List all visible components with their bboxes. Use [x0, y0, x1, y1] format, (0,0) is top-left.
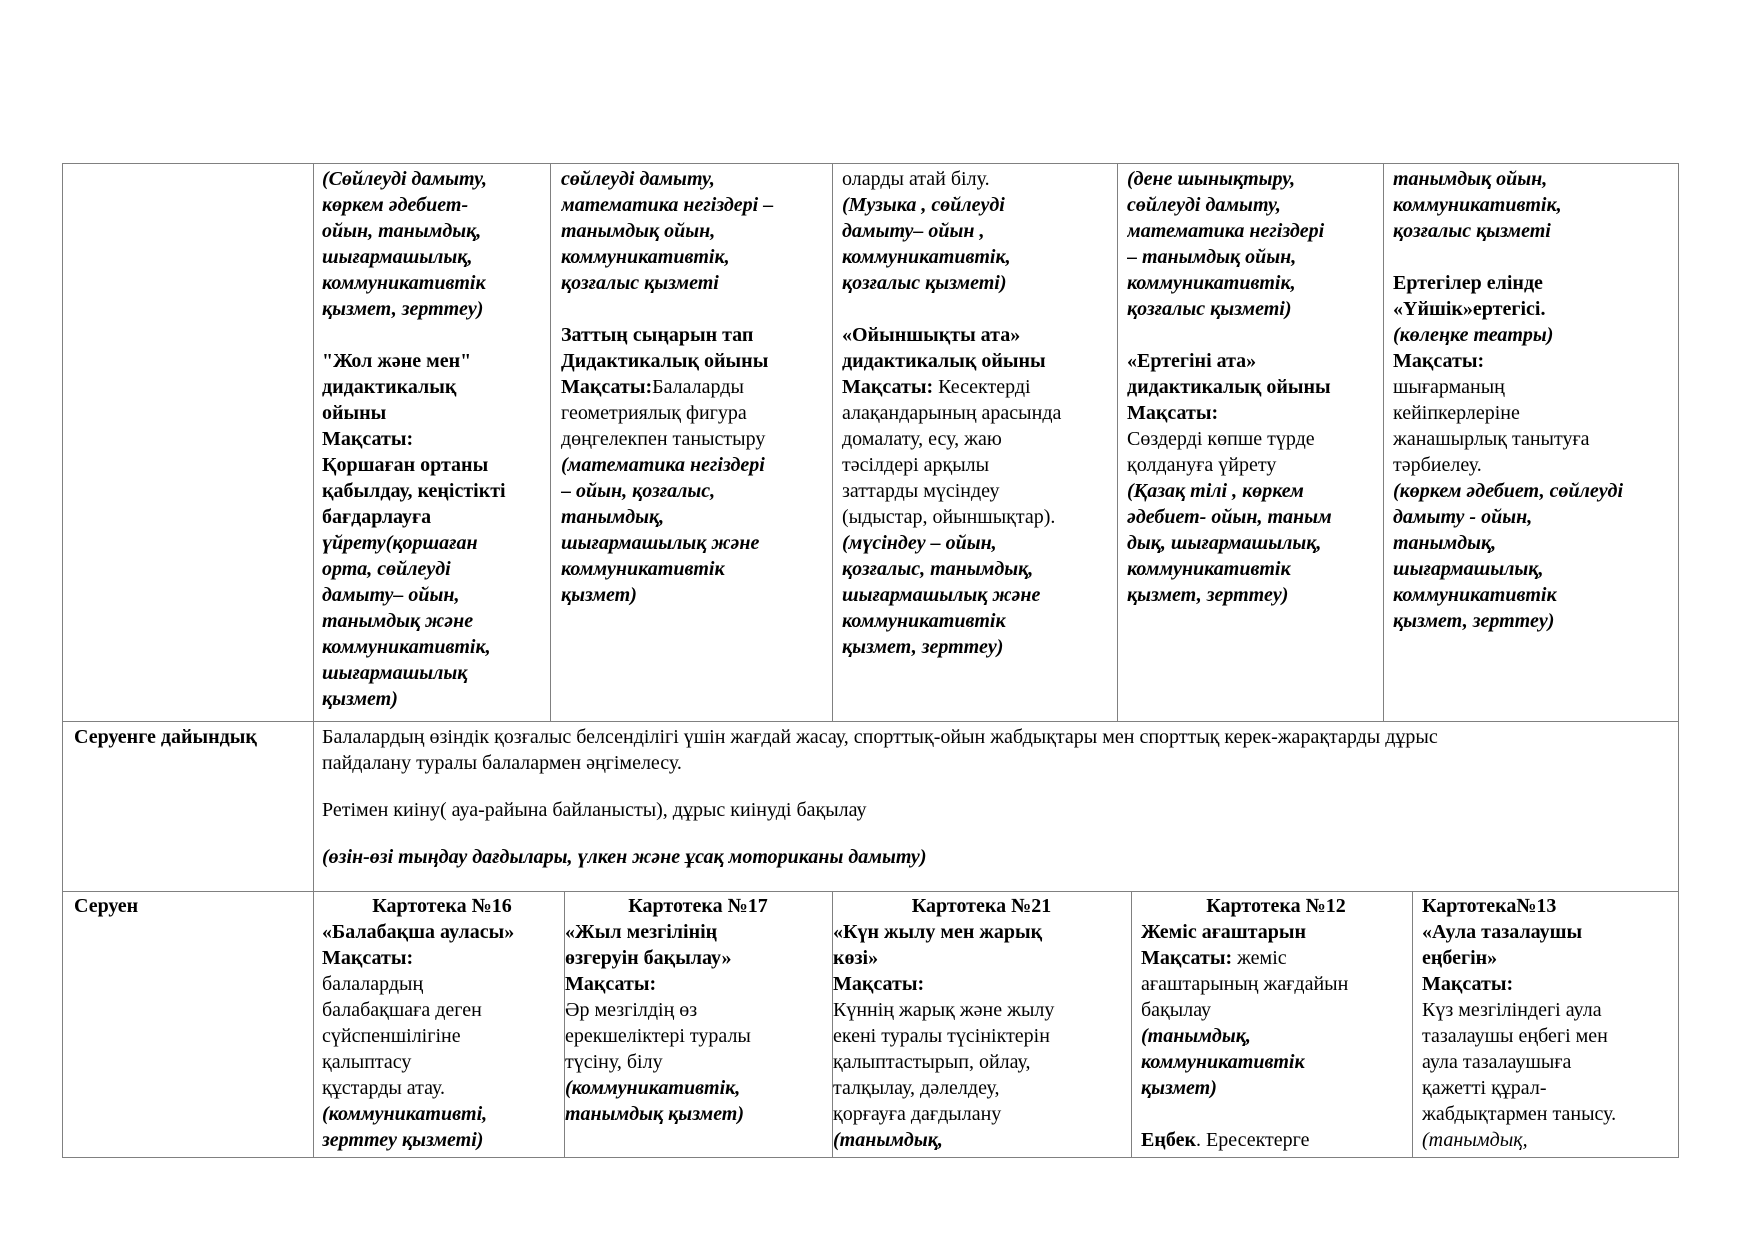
walk-prep-paragraph-3: (өзін-өзі тыңдау дағдылары, үлкен және ұсақ моториканы дамыту)	[322, 846, 927, 868]
cell-text-line: «Ертегіні ата»	[1127, 350, 1257, 372]
cell-text-line: математика негіздері –	[561, 194, 774, 216]
cell-text-line: «Күн жылу мен жарық	[833, 921, 1043, 943]
column-divider	[832, 163, 833, 721]
column-divider	[1131, 891, 1132, 1157]
cell-text-line: дидактикалық ойыны	[842, 350, 1046, 372]
cell-text-line: Мақсаты:	[322, 428, 414, 450]
cell-text-line: қызмет, зерттеу)	[1393, 610, 1555, 632]
cell-text-line: коммуникативтік	[322, 272, 486, 294]
cell-text-line: коммуникативтік,	[842, 246, 1011, 268]
cell-text-line: дидактикалық	[322, 376, 457, 398]
cell-text-line: екені туралы түсініктерін	[833, 1025, 1050, 1047]
walk-prep-paragraph-1-line-1: Балалардың өзіндік қозғалыс белсенділігі үшін жағдай жасау, спорттық-ойын жабдықтары мен спорттық керек-жарақтарды дұрыс	[322, 726, 1438, 748]
cell-text-line: Картотека №16	[372, 895, 512, 917]
cell-text-line: дық, шығармашылық,	[1127, 532, 1322, 554]
cell-text-line: сүйспеншілігіне	[322, 1025, 461, 1047]
cell-text-line: көзі»	[833, 947, 879, 969]
cell-text-line: оларды атай білу.	[842, 168, 990, 190]
cell-text-line: шығармашылық,	[1393, 558, 1544, 580]
cell-text-line: «Балабақша ауласы»	[322, 921, 515, 943]
cell-text-line: танымдық,	[561, 506, 665, 528]
cell-text-line: Дидактикалық ойыны	[561, 350, 769, 372]
cell-text-line: Қоршаған ортаны	[322, 454, 489, 476]
cell-text-line	[1141, 1101, 1411, 1127]
cell-text-line: тазалаушы еңбегі мен	[1422, 1025, 1608, 1047]
cell-text-line	[842, 374, 1116, 400]
activity-cell-1	[322, 166, 548, 718]
cell-text-plain-part: Балаларды	[652, 376, 744, 398]
cell-text-line: құстарды атау.	[322, 1077, 446, 1099]
cell-text-plain-part: . Ересектерге	[1196, 1129, 1310, 1151]
cell-text-line: шығармашылық және	[561, 532, 760, 554]
activity-cell-3	[842, 166, 1116, 718]
cell-text-line: «Ойыншықты ата»	[842, 324, 1021, 346]
cell-text-line: қозғалыс қызметі	[1393, 220, 1551, 242]
cell-text-line: қызмет)	[322, 688, 398, 710]
table-border-top	[62, 163, 1679, 164]
cell-text-line: қызмет, зерттеу)	[322, 298, 484, 320]
cell-text-line: қалыптасу	[322, 1051, 412, 1073]
cell-text-line: коммуникативтік	[1393, 584, 1557, 606]
cell-text-line: орта, сөйлеуді	[322, 558, 451, 580]
cell-text-line: балалардың	[322, 973, 424, 995]
cell-text-line: (көлеңке театры)	[1393, 324, 1554, 346]
cell-text-line: үйрету(қоршаған	[322, 532, 478, 554]
walk-prep-paragraph-2: Ретімен киіну( ауа-райына байланысты), дұрыс киінуді бақылау	[322, 799, 867, 821]
activity-cell-2	[561, 166, 831, 718]
cell-text-line: коммуникативтік	[561, 558, 725, 580]
cell-text-line: дөңгелекпен таныстыру	[561, 428, 766, 450]
cell-text-line: қабылдау, кеңістікті	[322, 480, 506, 502]
cell-text-line: тәсілдері арқылы	[842, 454, 990, 476]
cell-text-line: дамыту– ойын,	[322, 584, 460, 606]
cell-text-line: қызмет, зерттеу)	[842, 636, 1004, 658]
cell-text-line: (математика негіздері	[561, 454, 765, 476]
walk-cell-3	[833, 893, 1130, 1156]
walk-cell-5	[1422, 893, 1677, 1156]
cell-text-line	[1141, 1127, 1411, 1153]
cell-text-line: Әр мезгілдің өз	[565, 999, 698, 1021]
walk-cell-1	[322, 893, 562, 1156]
cell-text-line: қызмет, зерттеу)	[1127, 584, 1289, 606]
cell-text-line: Жеміс ағаштарын	[1141, 921, 1306, 943]
cell-text-line: "Жол және мен"	[322, 350, 472, 372]
cell-text-line: көркем әдебиет-	[322, 194, 469, 216]
cell-text-line: сөйлеуді дамыту,	[1127, 194, 1281, 216]
cell-text-line: ойыны	[322, 402, 387, 424]
cell-text-line: танымдық қызмет)	[565, 1103, 745, 1125]
table-border-left	[62, 163, 63, 1158]
cell-text-line: коммуникативтік	[842, 610, 1006, 632]
cell-text-bold-part: Мақсаты:	[842, 376, 934, 398]
cell-text-line	[561, 296, 831, 322]
cell-text-line	[1393, 244, 1677, 270]
cell-text-line: Мақсаты:	[833, 973, 925, 995]
table-border-right	[1678, 163, 1679, 1158]
cell-text-line: «Аула тазалаушы	[1422, 921, 1583, 943]
cell-text-line	[1141, 945, 1411, 971]
cell-text-line: дамыту - ойын,	[1393, 506, 1533, 528]
cell-text-line: қажетті құрал-	[1422, 1077, 1547, 1099]
cell-text-line: әдебиет- ойын, таным	[1127, 506, 1332, 528]
cell-text-line	[561, 374, 831, 400]
cell-text-line: коммуникативтік	[1141, 1051, 1305, 1073]
column-divider	[550, 163, 551, 721]
cell-text-line: Мақсаты:	[1422, 973, 1514, 995]
cell-text-line: домалату, есу, жаю	[842, 428, 1002, 450]
activity-cell-5	[1393, 166, 1677, 718]
cell-text-line: зерттеу қызметі)	[322, 1129, 484, 1151]
cell-text-line: қозғалыс, танымдық,	[842, 558, 1034, 580]
cell-text-line: Мақсаты:	[565, 973, 657, 995]
cell-text-bold-part: Мақсаты:	[1141, 947, 1233, 969]
row-label-walk-prep: Серуенге дайындық	[74, 726, 257, 748]
cell-text-line: танымдық және	[322, 610, 474, 632]
cell-text-line: коммуникативтік,	[561, 246, 730, 268]
cell-text-line: түсіну, білу	[565, 1051, 663, 1073]
cell-text-line: (Сөйлеуді дамыту,	[322, 168, 487, 190]
cell-text-plain-part: Кесектерді	[933, 376, 1031, 398]
cell-text-line: танымдық ойын,	[561, 220, 716, 242]
activity-cell-4	[1127, 166, 1382, 718]
cell-text-line: дамыту– ойын ,	[842, 220, 985, 242]
cell-text-line: балабақшаға деген	[322, 999, 482, 1021]
row-label-walk: Серуен	[74, 895, 139, 917]
cell-text-line: Картотека №21	[911, 895, 1052, 917]
cell-text-line: кейіпкерлеріне	[1393, 402, 1520, 424]
table-border-bottom	[62, 1157, 1679, 1158]
cell-text-line: бақылау	[1141, 999, 1212, 1021]
cell-text-line: коммуникативтік,	[322, 636, 491, 658]
cell-text-line: шығармашылық,	[322, 246, 473, 268]
cell-text-line: Картотека№13	[1422, 895, 1557, 917]
column-divider	[1383, 163, 1384, 721]
column-divider-label	[313, 163, 314, 1158]
cell-text-line: заттарды мүсіндеу	[842, 480, 1000, 502]
cell-text-bold-part: Еңбек	[1141, 1129, 1196, 1151]
cell-text-line: қолдануға үйрету	[1127, 454, 1277, 476]
cell-text-line	[322, 322, 548, 348]
cell-text-line: тәрбиелеу.	[1393, 454, 1482, 476]
cell-text-line	[1127, 322, 1382, 348]
cell-text-line: Мақсаты:	[1127, 402, 1219, 424]
cell-text-line: ерекшеліктері туралы	[565, 1025, 751, 1047]
cell-text-line: өзгеруін бақылау»	[565, 947, 732, 969]
cell-text-line: (танымдық,	[1141, 1025, 1251, 1047]
cell-text-line: Картотека №12	[1206, 895, 1346, 917]
cell-text-line: қозғалыс қызметі)	[1127, 298, 1292, 320]
cell-text-line: талқылау, дәлелдеу,	[833, 1077, 1000, 1099]
column-divider	[1412, 891, 1413, 1157]
cell-text-line: дидактикалық ойыны	[1127, 376, 1331, 398]
cell-text-line: қозғалыс қызметі)	[842, 272, 1007, 294]
cell-text-line: (коммуникативтік,	[565, 1077, 741, 1099]
cell-text-line: танымдық ойын,	[1393, 168, 1548, 190]
cell-text-line: (танымдық,	[833, 1129, 943, 1151]
cell-text-line: (ыдыстар, ойыншықтар).	[842, 506, 1056, 528]
cell-text-line: коммуникативтік,	[1127, 272, 1296, 294]
cell-text-line: – танымдық ойын,	[1127, 246, 1297, 268]
cell-text-line: ағаштарының жағдайын	[1141, 973, 1349, 995]
cell-text-line: «Үйшік»ертегісі.	[1393, 298, 1546, 320]
cell-text-line: шығармашылық және	[842, 584, 1041, 606]
cell-text-line: Күз мезгіліндегі аула	[1422, 999, 1602, 1021]
cell-text-line: (танымдық,	[1422, 1129, 1528, 1151]
cell-text-line: Картотека №17	[628, 895, 768, 917]
cell-text-line: «Жыл мезгілінің	[565, 921, 718, 943]
cell-text-line: ойын, танымдық,	[322, 220, 482, 242]
walk-cell-4	[1141, 893, 1411, 1156]
cell-text-line: геометриялық фигура	[561, 402, 747, 424]
cell-text-line: алақандарының арасында	[842, 402, 1062, 424]
column-divider	[1117, 163, 1118, 721]
cell-text-line: танымдық,	[1393, 532, 1497, 554]
cell-text-line: жабдықтармен танысу.	[1422, 1103, 1617, 1125]
cell-text-line: Мақсаты:	[322, 947, 414, 969]
cell-text-line: (мүсіндеу – ойын,	[842, 532, 997, 554]
cell-text-line: сөйлеуді дамыту,	[561, 168, 715, 190]
cell-text-line: қызмет)	[1141, 1077, 1217, 1099]
cell-text-line: еңбегін»	[1422, 947, 1498, 969]
cell-text-line	[842, 296, 1116, 322]
cell-text-line: шығарманың	[1393, 376, 1505, 398]
cell-text-line: (Қазақ тілі , көркем	[1127, 480, 1304, 502]
cell-text-line: бағдарлауға	[322, 506, 432, 528]
cell-text-line: коммуникативтік,	[1393, 194, 1562, 216]
cell-text-line: (Музыка , сөйлеуді	[842, 194, 1005, 216]
table-border-row2	[62, 891, 1679, 892]
cell-text-line: (дене шынықтыру,	[1127, 168, 1296, 190]
cell-text-line: коммуникативтік	[1127, 558, 1291, 580]
walk-cell-2	[565, 893, 831, 1156]
cell-text-line: жанашырлық танытуға	[1393, 428, 1590, 450]
cell-text-line: қорғауға дағдылану	[833, 1103, 1002, 1125]
cell-text-line: Заттың сыңарын тап	[561, 324, 754, 346]
cell-text-line: Ертегілер елінде	[1393, 272, 1543, 294]
cell-text-line: қалыптастырып, ойлау,	[833, 1051, 1031, 1073]
cell-text-line: қызмет)	[561, 584, 637, 606]
cell-text-line: (коммуникативті,	[322, 1103, 488, 1125]
cell-text-line: – ойын, қозғалыс,	[561, 480, 716, 502]
cell-text-line: математика негіздері	[1127, 220, 1325, 242]
cell-text-bold-part: Мақсаты:	[561, 376, 653, 398]
cell-text-line: Сөздерді көпше түрде	[1127, 428, 1315, 450]
table-border-row1	[62, 721, 1679, 722]
cell-text-line: Күннің жарық және жылу	[833, 999, 1055, 1021]
cell-text-line: қозғалыс қызметі	[561, 272, 719, 294]
cell-text-line: шығармашылық	[322, 662, 468, 684]
cell-text-line: аула тазалаушыға	[1422, 1051, 1572, 1073]
cell-text-line: Мақсаты:	[1393, 350, 1485, 372]
walk-prep-paragraph-1-line-2: пайдалану туралы балалармен әңгімелесу.	[322, 752, 682, 774]
cell-text-line: (көркем әдебиет, сөйлеуді	[1393, 480, 1624, 502]
cell-text-plain-part: жеміс	[1232, 947, 1287, 969]
